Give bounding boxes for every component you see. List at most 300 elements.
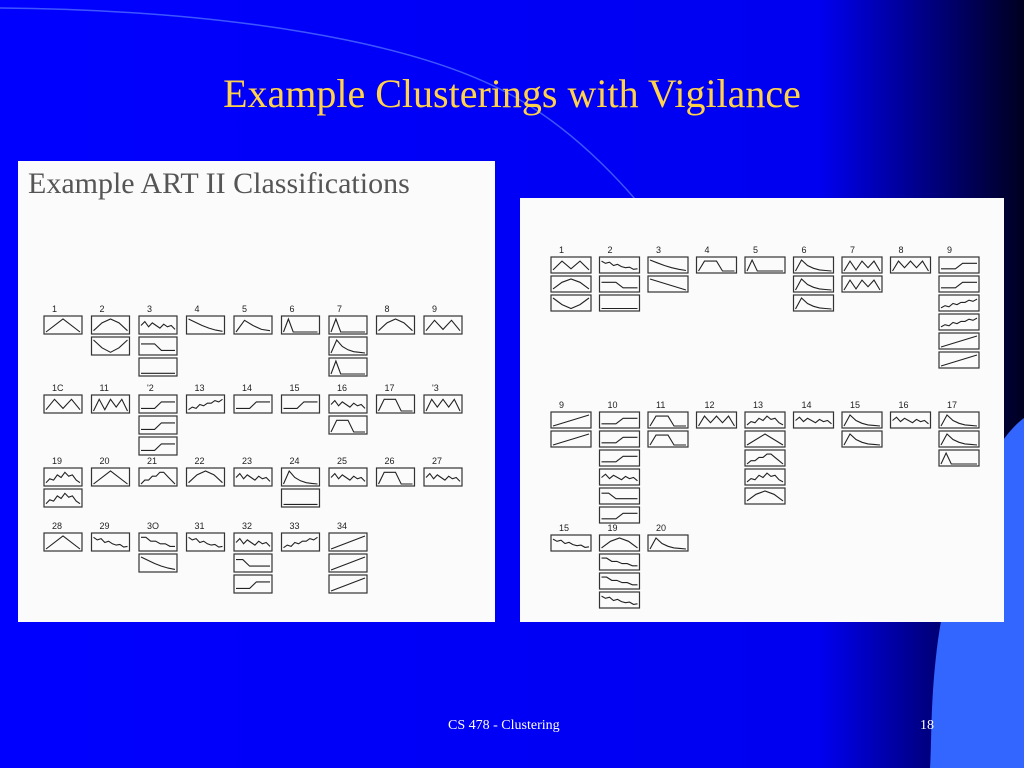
cluster-label: 21 xyxy=(147,456,158,466)
cluster-group xyxy=(282,521,320,551)
cluster-label: 13 xyxy=(194,383,205,393)
cluster-group xyxy=(551,400,591,447)
pattern-curve xyxy=(189,537,223,547)
pattern-curve xyxy=(844,434,880,445)
pattern-curve xyxy=(426,474,460,482)
pattern-curve xyxy=(747,260,783,271)
pattern-thumbnail xyxy=(139,554,177,572)
pattern-frame xyxy=(600,276,640,292)
pattern-curve xyxy=(602,493,638,499)
pattern-thumbnail xyxy=(551,295,591,311)
pattern-thumbnail xyxy=(329,468,367,486)
cluster-label: 9 xyxy=(559,400,565,410)
pattern-curve xyxy=(331,557,365,570)
cluster-group xyxy=(139,383,177,455)
pattern-thumbnail xyxy=(282,533,320,551)
cluster-group xyxy=(187,304,225,334)
pattern-curve xyxy=(46,399,80,409)
pattern-thumbnail xyxy=(600,573,640,589)
cluster-group xyxy=(745,400,785,504)
pattern-curve xyxy=(602,456,638,462)
pattern-thumbnail xyxy=(329,395,367,413)
pattern-thumbnail xyxy=(600,507,640,523)
pattern-thumbnail xyxy=(648,535,688,551)
pattern-frame xyxy=(139,554,177,572)
pattern-thumbnail xyxy=(794,412,834,428)
pattern-curve xyxy=(94,471,128,484)
cluster-label: 10 xyxy=(607,400,618,410)
pattern-curve xyxy=(46,472,80,482)
pattern-thumbnail xyxy=(600,535,640,551)
cluster-label: 20 xyxy=(656,523,667,533)
cluster-group xyxy=(648,400,688,447)
art2-classifications-figure-left xyxy=(18,161,495,622)
cluster-label: 12 xyxy=(704,400,715,410)
pattern-curve xyxy=(553,279,589,289)
pattern-curve xyxy=(189,471,223,483)
cluster-label: 32 xyxy=(242,521,253,531)
pattern-frame xyxy=(745,488,785,504)
cluster-group xyxy=(842,245,882,292)
pattern-thumbnail xyxy=(697,257,737,273)
pattern-frame xyxy=(939,257,979,273)
cluster-group xyxy=(44,304,82,334)
pattern-thumbnail xyxy=(282,468,320,486)
cluster-label: 2 xyxy=(607,245,613,255)
pattern-frame xyxy=(939,276,979,292)
cluster-group xyxy=(187,521,225,551)
pattern-thumbnail xyxy=(92,316,130,334)
pattern-curve xyxy=(553,415,589,426)
pattern-thumbnail xyxy=(92,395,130,413)
pattern-thumbnail xyxy=(234,395,272,413)
pattern-thumbnail xyxy=(648,257,688,273)
pattern-thumbnail xyxy=(44,533,82,551)
cluster-label: 17 xyxy=(384,383,395,393)
pattern-thumbnail xyxy=(842,431,882,447)
pattern-frame xyxy=(234,575,272,593)
pattern-thumbnail xyxy=(600,276,640,292)
pattern-thumbnail xyxy=(139,437,177,455)
pattern-thumbnail xyxy=(329,554,367,572)
pattern-frame xyxy=(745,412,785,428)
cluster-label: 9 xyxy=(947,245,953,255)
pattern-curve xyxy=(141,344,175,351)
pattern-thumbnail xyxy=(745,488,785,504)
pattern-curve xyxy=(796,417,832,424)
cluster-label: '2 xyxy=(147,383,154,393)
cluster-label: 15 xyxy=(559,523,570,533)
cluster-group xyxy=(92,383,130,413)
pattern-thumbnail xyxy=(92,533,130,551)
pattern-thumbnail xyxy=(648,412,688,428)
pattern-thumbnail xyxy=(92,468,130,486)
pattern-curve xyxy=(331,319,365,332)
pattern-curve xyxy=(941,299,977,308)
cluster-group xyxy=(551,245,591,311)
pattern-thumbnail xyxy=(234,533,272,551)
pattern-thumbnail xyxy=(234,468,272,486)
pattern-thumbnail xyxy=(424,468,462,486)
pattern-thumbnail xyxy=(600,469,640,485)
pattern-curve xyxy=(236,474,270,482)
pattern-thumbnail xyxy=(329,316,367,334)
cluster-label: 5 xyxy=(753,245,759,255)
cluster-group xyxy=(794,400,834,428)
pattern-curve xyxy=(94,537,128,547)
pattern-thumbnail xyxy=(551,535,591,551)
pattern-curve xyxy=(46,536,80,549)
pattern-thumbnail xyxy=(139,416,177,434)
cluster-group xyxy=(139,456,177,486)
pattern-frame xyxy=(44,489,82,507)
pattern-curve xyxy=(796,279,832,290)
pattern-thumbnail xyxy=(600,592,640,608)
cluster-label: 28 xyxy=(52,521,63,531)
cluster-label: 23 xyxy=(242,456,253,466)
pattern-thumbnail xyxy=(939,412,979,428)
cluster-group xyxy=(697,245,737,273)
pattern-curve xyxy=(331,420,365,432)
pattern-thumbnail xyxy=(139,358,177,376)
cluster-label: 15 xyxy=(850,400,861,410)
pattern-curve xyxy=(284,402,318,409)
pattern-curve xyxy=(893,261,929,271)
pattern-curve xyxy=(379,399,413,411)
figure-heading: Example ART II Classifications xyxy=(28,167,410,200)
cluster-group xyxy=(44,521,82,551)
pattern-curve xyxy=(602,538,638,548)
pattern-curve xyxy=(236,582,270,589)
cluster-group xyxy=(234,383,272,413)
pattern-curve xyxy=(747,454,783,464)
cluster-label: 14 xyxy=(242,383,253,393)
cluster-label: '3 xyxy=(432,383,439,393)
pattern-thumbnail xyxy=(745,257,785,273)
cluster-group xyxy=(424,456,462,486)
pattern-thumbnail xyxy=(92,337,130,355)
pattern-curve xyxy=(94,340,128,352)
pattern-curve xyxy=(844,280,880,290)
pattern-frame xyxy=(424,316,462,334)
pattern-frame xyxy=(551,276,591,292)
pattern-thumbnail xyxy=(648,276,688,292)
pattern-thumbnail xyxy=(648,431,688,447)
pattern-curve xyxy=(141,472,175,484)
pattern-frame xyxy=(139,395,177,413)
pattern-thumbnail xyxy=(697,412,737,428)
pattern-curve xyxy=(941,355,977,366)
cluster-label: 24 xyxy=(289,456,300,466)
pattern-frame xyxy=(282,316,320,334)
cluster-group xyxy=(891,245,931,273)
cluster-label: 31 xyxy=(194,521,205,531)
cluster-group xyxy=(44,456,82,507)
pattern-thumbnail xyxy=(44,489,82,507)
pattern-thumbnail xyxy=(600,257,640,273)
pattern-frame xyxy=(648,257,688,273)
pattern-thumbnail xyxy=(891,412,931,428)
pattern-frame xyxy=(745,450,785,466)
pattern-thumbnail xyxy=(551,431,591,447)
cluster-group xyxy=(234,304,272,334)
pattern-curve xyxy=(94,399,128,411)
cluster-group xyxy=(600,523,640,608)
pattern-curve xyxy=(553,434,589,445)
pattern-frame xyxy=(600,450,640,466)
pattern-frame xyxy=(551,257,591,273)
pattern-curve xyxy=(602,577,638,585)
cluster-label: 25 xyxy=(337,456,348,466)
cluster-group xyxy=(282,304,320,334)
cluster-label: 33 xyxy=(289,521,300,531)
cluster-group xyxy=(282,456,320,507)
pattern-curve xyxy=(141,402,175,409)
cluster-group xyxy=(187,456,225,486)
cluster-label: 27 xyxy=(432,456,443,466)
cluster-group xyxy=(92,456,130,486)
cluster-label: 15 xyxy=(289,383,300,393)
cluster-label: 7 xyxy=(337,304,343,314)
pattern-thumbnail xyxy=(745,412,785,428)
cluster-label: 1C xyxy=(52,383,64,393)
cluster-label: 19 xyxy=(52,456,63,466)
pattern-frame xyxy=(329,358,367,376)
pattern-curve xyxy=(331,401,365,409)
pattern-curve xyxy=(284,471,318,484)
pattern-curve xyxy=(941,318,977,327)
cluster-group xyxy=(139,304,177,376)
footer-page-number: 18 xyxy=(920,718,934,733)
cluster-label: 13 xyxy=(753,400,764,410)
pattern-curve xyxy=(747,434,783,445)
pattern-thumbnail xyxy=(187,533,225,551)
pattern-thumbnail xyxy=(424,395,462,413)
pattern-curve xyxy=(941,263,977,269)
pattern-curve xyxy=(941,336,977,347)
pattern-thumbnail xyxy=(600,295,640,311)
pattern-curve xyxy=(379,319,413,331)
pattern-curve xyxy=(189,319,223,331)
cluster-group xyxy=(44,383,82,413)
pattern-curve xyxy=(747,473,783,482)
cluster-group xyxy=(600,245,640,311)
pattern-frame xyxy=(44,395,82,413)
cluster-label: 8 xyxy=(384,304,390,314)
cluster-label: 3O xyxy=(147,521,160,531)
pattern-thumbnail xyxy=(329,358,367,376)
pattern-frame xyxy=(139,337,177,355)
pattern-curve xyxy=(236,539,270,547)
pattern-curve xyxy=(844,261,880,271)
pattern-curve xyxy=(236,402,270,409)
pattern-thumbnail xyxy=(600,431,640,447)
pattern-thumbnail xyxy=(551,257,591,273)
pattern-thumbnail xyxy=(139,395,177,413)
slide-title: Example Clusterings with Vigilance xyxy=(223,71,801,116)
pattern-curve xyxy=(331,474,365,482)
pattern-curve xyxy=(699,416,735,426)
pattern-thumbnail xyxy=(600,450,640,466)
pattern-thumbnail xyxy=(234,554,272,572)
cluster-group xyxy=(139,521,177,572)
pattern-curve xyxy=(46,319,80,332)
cluster-label: 22 xyxy=(194,456,205,466)
pattern-thumbnail xyxy=(377,468,415,486)
cluster-group xyxy=(600,400,640,523)
cluster-group xyxy=(424,304,462,334)
pattern-thumbnail xyxy=(891,257,931,273)
pattern-frame xyxy=(329,316,367,334)
pattern-curve xyxy=(602,513,638,519)
cluster-label: 17 xyxy=(947,400,958,410)
pattern-curve xyxy=(699,261,735,271)
pattern-curve xyxy=(893,417,929,424)
pattern-thumbnail xyxy=(187,395,225,413)
cluster-group xyxy=(234,456,272,486)
cluster-label: 4 xyxy=(704,245,710,255)
pattern-thumbnail xyxy=(234,316,272,334)
pattern-thumbnail xyxy=(939,257,979,273)
pattern-thumbnail xyxy=(551,412,591,428)
pattern-thumbnail xyxy=(939,295,979,311)
cluster-group xyxy=(842,400,882,447)
footer-course-name: CS 478 - Clustering xyxy=(448,718,560,733)
pattern-thumbnail xyxy=(842,276,882,292)
pattern-thumbnail xyxy=(139,316,177,334)
cluster-label: 14 xyxy=(801,400,812,410)
cluster-group xyxy=(377,383,415,413)
pattern-thumbnail xyxy=(842,412,882,428)
pattern-thumbnail xyxy=(139,337,177,355)
right-cluster-grid xyxy=(520,198,1004,622)
pattern-curve xyxy=(141,322,175,330)
cluster-label: 11 xyxy=(656,400,666,410)
pattern-curve xyxy=(602,261,638,269)
pattern-thumbnail xyxy=(329,575,367,593)
cluster-label: 9 xyxy=(432,304,438,314)
cluster-group xyxy=(187,383,225,413)
pattern-frame xyxy=(600,535,640,551)
pattern-thumbnail xyxy=(44,468,82,486)
cluster-label: 1 xyxy=(559,245,565,255)
pattern-curve xyxy=(650,260,686,271)
pattern-curve xyxy=(379,472,413,484)
cluster-group xyxy=(939,400,979,466)
cluster-label: 11 xyxy=(99,383,109,393)
pattern-thumbnail xyxy=(234,575,272,593)
pattern-thumbnail xyxy=(424,316,462,334)
pattern-curve xyxy=(426,320,460,330)
cluster-group xyxy=(794,245,834,311)
pattern-curve xyxy=(844,415,880,426)
pattern-curve xyxy=(331,578,365,591)
pattern-thumbnail xyxy=(44,395,82,413)
pattern-curve xyxy=(941,282,977,288)
pattern-thumbnail xyxy=(139,533,177,551)
pattern-thumbnail xyxy=(282,316,320,334)
pattern-frame xyxy=(139,416,177,434)
pattern-frame xyxy=(234,554,272,572)
cluster-label: 3 xyxy=(147,304,153,314)
pattern-curve xyxy=(284,319,318,332)
pattern-curve xyxy=(426,399,460,411)
pattern-thumbnail xyxy=(551,276,591,292)
cluster-group xyxy=(377,304,415,334)
cluster-label: 2 xyxy=(99,304,105,314)
pattern-curve xyxy=(796,298,832,309)
cluster-group xyxy=(551,523,591,551)
pattern-thumbnail xyxy=(600,554,640,570)
pattern-curve xyxy=(650,538,686,549)
pattern-curve xyxy=(331,361,365,374)
pattern-curve xyxy=(602,282,638,288)
pattern-thumbnail xyxy=(187,468,225,486)
pattern-thumbnail xyxy=(329,533,367,551)
cluster-label: 3 xyxy=(656,245,662,255)
pattern-thumbnail xyxy=(939,276,979,292)
cluster-label: 29 xyxy=(99,521,110,531)
cluster-group xyxy=(92,304,130,355)
pattern-thumbnail xyxy=(329,416,367,434)
pattern-thumbnail xyxy=(842,257,882,273)
cluster-group xyxy=(234,521,272,593)
pattern-curve xyxy=(941,415,977,426)
cluster-group xyxy=(329,456,367,486)
cluster-group xyxy=(92,521,130,551)
pattern-curve xyxy=(602,558,638,566)
pattern-thumbnail xyxy=(600,412,640,428)
pattern-thumbnail xyxy=(329,337,367,355)
pattern-curve xyxy=(747,491,783,501)
pattern-curve xyxy=(236,560,270,567)
pattern-curve xyxy=(46,493,80,503)
pattern-curve xyxy=(236,320,270,332)
pattern-thumbnail xyxy=(282,489,320,507)
pattern-thumbnail xyxy=(794,257,834,273)
pattern-thumbnail xyxy=(939,431,979,447)
pattern-curve xyxy=(602,596,638,604)
cluster-label: 16 xyxy=(898,400,909,410)
pattern-thumbnail xyxy=(745,450,785,466)
pattern-frame xyxy=(600,488,640,504)
pattern-frame xyxy=(139,437,177,455)
left-cluster-grid xyxy=(18,161,495,622)
pattern-frame xyxy=(139,468,177,486)
pattern-curve xyxy=(796,260,832,271)
pattern-thumbnail xyxy=(187,316,225,334)
pattern-thumbnail xyxy=(377,395,415,413)
pattern-frame xyxy=(187,316,225,334)
pattern-curve xyxy=(553,261,589,270)
pattern-thumbnail xyxy=(282,395,320,413)
pattern-thumbnail xyxy=(745,431,785,447)
pattern-curve xyxy=(553,539,589,547)
pattern-curve xyxy=(602,418,638,424)
cluster-label: 5 xyxy=(242,304,248,314)
pattern-thumbnail xyxy=(794,295,834,311)
cluster-label: 6 xyxy=(289,304,295,314)
cluster-label: 7 xyxy=(850,245,856,255)
cluster-group xyxy=(329,383,367,434)
pattern-curve xyxy=(553,298,589,309)
pattern-frame xyxy=(745,469,785,485)
cluster-group xyxy=(424,383,462,413)
pattern-thumbnail xyxy=(794,276,834,292)
cluster-label: 16 xyxy=(337,383,348,393)
pattern-thumbnail xyxy=(939,314,979,330)
pattern-curve xyxy=(141,537,175,546)
